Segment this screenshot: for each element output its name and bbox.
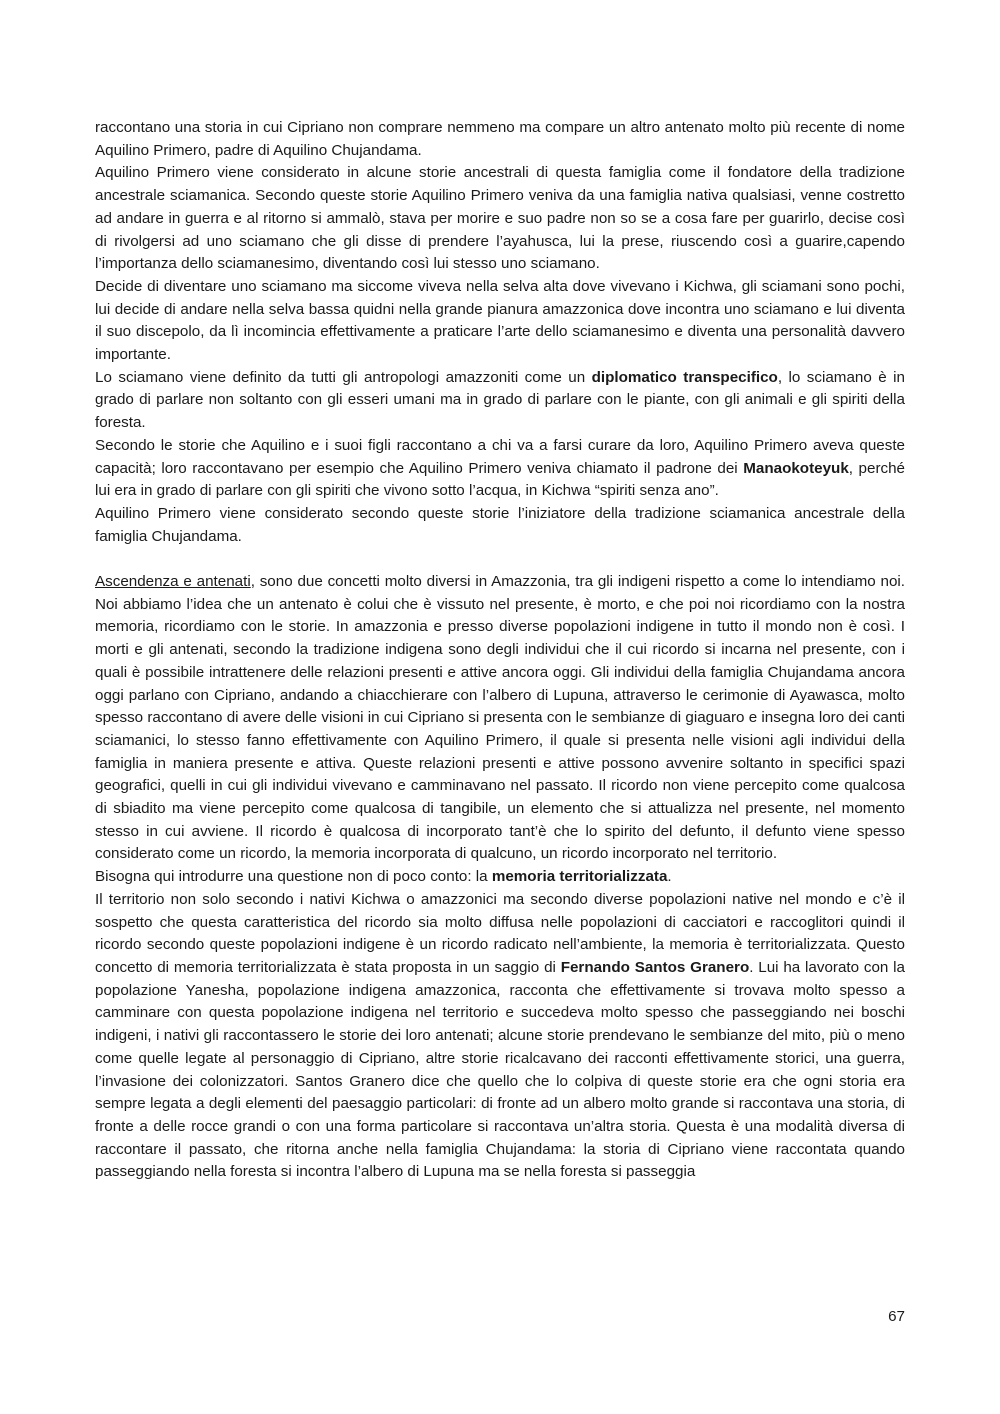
underlined-heading: Ascendenza e antenati (95, 573, 251, 591)
document-body (95, 117, 905, 1184)
paragraph-text: , lo sciamano è in grado di parlare non soltanto con gli esseri umani ma in grado di parlare con le piante, con gli animali e gli spiriti della foresta. (95, 368, 905, 432)
paragraph (95, 866, 905, 889)
paragraph (95, 367, 905, 435)
paragraph-text: . Lui ha lavorato con la popolazione Yanesha, popolazione indigena amazzonica, racconta che effettivamente si trovava molto spesso a camminare con questa popolazione indigena nel territorio e succedeva molto spesso che passeggiando nei boschi indigeni, i nativi gli raccontassero le storie dei loro antenati; alcune storie prendevano le sembianze del mito, più o meno come quelle legate al personaggio di Cipriano, altre storie ricalcavano dei racconti effettivamente storici, una guerra, l’invasione dei colonizzatori. Santos Granero dice che quello che lo colpiva di queste storie era che ogni storia era sempre legata a degli elementi del paesaggio particolari: di fronte ad un albero molto grande si raccontava una storia, di fronte a delle rocce grandi o con una forma particolare si raccontava un’altra storia. Questa è una modalità diversa di raccontare il passato, che ritorna anche nella famiglia Chujandama: la storia di Cipriano viene raccontata quando passeggiando nella foresta si incontra l’albero di Lupuna ma se nella foresta si passeggia (95, 959, 905, 1181)
paragraph-text: Lo sciamano viene definito da tutti gli antropologi amazzoniti come un (95, 368, 592, 386)
paragraph-text: , perché lui era in grado di parlare con gli spiriti che vivono sotto l’acqua, in Kichwa “spiriti senza ano”. (95, 459, 905, 500)
paragraph: Decide di diventare uno sciamano ma siccome viveva nella selva alta dove vivevano i Kichwa, gli sciamani sono pochi, lui decide di andare nella selva bassa quidni nella grande pianura amazzonica dove incontra uno sciamano e lui diventa il suo discepolo, da lì incomincia effettivamente a praticare l’arte dello sciamanesimo e diventa una personalità davvero importante. (95, 277, 905, 364)
paragraph-text: . (667, 868, 672, 886)
paragraph (95, 435, 905, 503)
paragraph: Aquilino Primero viene considerato secondo queste storie l’iniziatore della tradizione sciamanica ancestrale della famiglia Chujandama. (95, 504, 905, 545)
bold-term: Fernando Santos Granero (560, 959, 750, 976)
paragraph-text: Il territorio non solo secondo i nativi Kichwa o amazzonici ma secondo diverse popolazioni native nel mondo e c’è il sospetto che questa caratteristica del ricordo sia molto diffusa nelle popolazioni di cacciatori e raccoglitori quindi il ricordo secondo queste popolazioni indigene è un ricordo radicato nell’ambiente, la memoria è territorializzata. Questo concetto di memoria territorializzata è stata proposta in un saggio di (95, 890, 905, 976)
paragraph-text: , sono due concetti molto diversi in Amazzonia, tra gli indigeni rispetto a come lo intendiamo noi. Noi abbiamo l’idea che un antenato è colui che è vissuto nel presente, è morto, e che poi noi ricordiamo con la nostra memoria, ricordiamo con le storie. In amazzonia e presso diverse popolazioni indigene in tutto il mondo non è così. I morti e gli antenati, secondo la tradizione indigena sono degli individui che il cui ricordo si incarna nel presente, con i quali è possibile intrattenere delle relazioni presenti e attive ancora oggi. Gli individui della famiglia Chujandama ancora oggi parlano con Cipriano, andando a chiacchierare con l’albero di Lupuna, attraverso le cerimonie di Ayawasca, molto spesso raccontano di avere delle visioni in cui Cipriano si presenta con le sembianze di giaguaro e insegna loro dei canti sciamanici, lo stesso fanno effettivamente con Aquilino Primero, il quale si presenta nelle visioni agli individui della famiglia in maniera presente e attiva. Queste relazioni presenti e attive possono avvenire soltanto in specifici spazi geografici, quelli in cui gli individui vivevano e camminavano nel passato. Il ricordo non viene percepito come qualcosa di sbiadito ma viene percepito come qualcosa di tangibile, un elemento che si attualizza nel presente, nel momento stesso in cui avviene. Il ricordo è qualcosa di incorporato tant’è che lo spirito del defunto, il defunto viene spesso considerato come un ricordo, la memoria incorporata di qualcuno, un ricordo incorporato nel territorio. (95, 573, 905, 863)
paragraph-text: Secondo le storie che Aquilino e i suoi figli raccontano a chi va a farsi curare da loro, Aquilino Primero aveva queste capacità; loro raccontavano per esempio che Aquilino Primero veniva chiamato il padrone dei (95, 436, 905, 477)
page-number: 67 (888, 1308, 905, 1325)
bold-term: Manaokoteyuk (743, 459, 849, 477)
paragraph (95, 889, 905, 1184)
paragraph: raccontano una storia in cui Cipriano non comprare nemmeno ma compare un altro antenato molto più recente di nome Aquilino Primero, padre di Aquilino Chujandama. (95, 119, 905, 159)
paragraph: Aquilino Primero viene considerato in alcune storie ancestrali di questa famiglia come il fondatore della tradizione ancestrale sciamanica. Secondo queste storie Aquilino Primero veniva da una famiglia nativa qualsiasi, venne costretto ad andare in guerra e al ritorno si ammalò, stava per morire e suo padre non so se a cosa fare per guarirlo, decise così di rivolgersi ad uno sciamano che gli disse di prendere l’ayahusca, lui la prese, riuscendo così a guarire,capendo l’importanza dello sciamanesimo, diventando così lui stesso uno sciamano. (95, 164, 905, 273)
paragraph-text: Bisogna qui introdurre una questione non di poco conto: la (95, 868, 492, 886)
paragraph (95, 571, 905, 866)
bold-term: diplomatico transpecifico (591, 368, 778, 386)
bold-term: memoria territorializzata (491, 868, 668, 886)
paragraph-gap (95, 548, 905, 571)
